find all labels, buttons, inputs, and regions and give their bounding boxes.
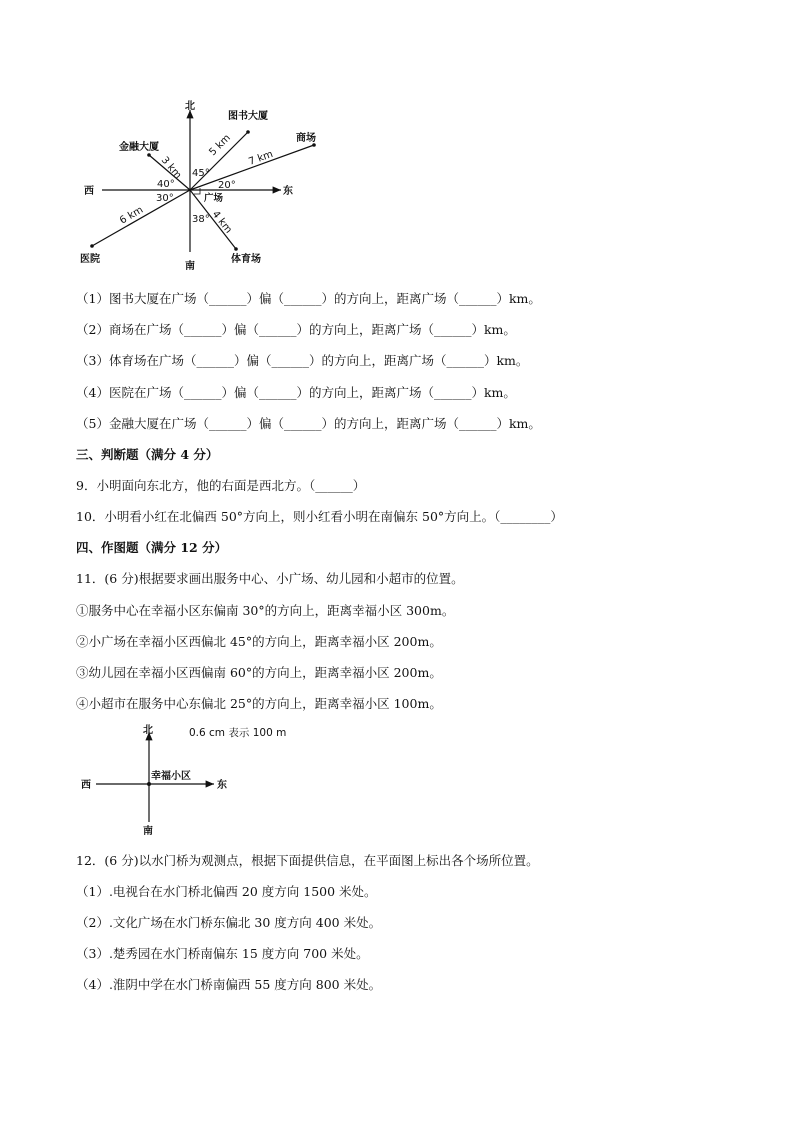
angle-38: 38° (192, 214, 210, 225)
angle-20: 20° (218, 180, 236, 191)
point-xingfu (147, 782, 151, 786)
dist-finance: 3 km (158, 154, 184, 182)
point-hospital (90, 244, 94, 248)
label-plaza: 广场 (204, 193, 224, 204)
compass-diagram-plaza (76, 96, 316, 274)
q10: 10．小明看小红在北偏西 50°方向上，则小红看小明在南偏东 50°方向上。（________） (76, 509, 563, 524)
q9: 9．小明面向东北方，他的右面是西北方。（______） (76, 478, 366, 493)
label-stadium: 体育场 (231, 254, 261, 265)
angle-30: 30° (156, 193, 174, 204)
q11-item-2: ②小广场在幸福小区西偏北 45°的方向上，距离幸福小区 200m。 (76, 634, 442, 649)
q12: 12．(6 分)以水门桥为观测点，根据下面提供信息，在平面图上标出各个场所位置。 (76, 853, 539, 868)
label-xingfu: 幸福小区 (151, 771, 191, 782)
label-north: 北 (185, 101, 195, 112)
label-hospital: 医院 (80, 254, 100, 265)
label-finance: 金融大厦 (119, 142, 159, 153)
section4-title: 四、作图题（满分 12 分） (76, 540, 228, 555)
point-library (246, 130, 250, 134)
dist-stadium: 4 km (209, 209, 234, 236)
q8-item-4: （4）医院在广场（______）偏（______）的方向上，距离广场（______）km。 (76, 385, 516, 400)
ray-hospital (92, 190, 190, 246)
label-south: 南 (185, 261, 195, 272)
q11-item-1: ①服务中心在幸福小区东偏南 30°的方向上，距离幸福小区 300m。 (76, 603, 455, 618)
angle-40: 40° (157, 179, 175, 190)
label-mall: 商场 (296, 133, 316, 144)
q11: 11．(6 分)根据要求画出服务中心、小广场、幼儿园和小超市的位置。 (76, 571, 464, 586)
q8-item-1: （1）图书大厦在广场（______）偏（______）的方向上，距离广场（______）km。 (76, 291, 541, 306)
q12-item-4: （4）.淮阴中学在水门桥南偏西 55 度方向 800 米处。 (76, 977, 382, 992)
label-south-2: 南 (143, 826, 153, 837)
q12-item-2: （2）.文化广场在水门桥东偏北 30 度方向 400 米处。 (76, 915, 382, 930)
label-north-2: 北 (143, 725, 153, 736)
q11-item-4: ④小超市在服务中心东偏北 25°的方向上，距离幸福小区 100m。 (76, 696, 442, 711)
angle-mark (194, 188, 200, 194)
section3-title: 三、判断题（满分 4 分） (76, 447, 219, 462)
label-west: 西 (84, 186, 94, 197)
q11-item-3: ③幼儿园在幸福小区西偏南 60°的方向上，距离幸福小区 200m。 (76, 665, 442, 680)
point-stadium (234, 247, 238, 251)
label-east: 东 (283, 186, 293, 197)
dist-library: 5 km (207, 132, 233, 159)
label-library: 图书大厦 (228, 111, 268, 122)
point-finance (147, 153, 151, 157)
compass-diagram-xingfu (76, 722, 336, 842)
q8-item-3: （3）体育场在广场（______）偏（______）的方向上，距离广场（______）km。 (76, 353, 529, 368)
q12-item-1: （1）.电视台在水门桥北偏西 20 度方向 1500 米处。 (76, 884, 377, 899)
q8-item-2: （2）商场在广场（______）偏（______）的方向上，距离广场（______）km。 (76, 322, 516, 337)
scale-note: 0.6 cm 表示 100 m (189, 727, 287, 739)
label-east-2: 东 (217, 780, 227, 791)
angle-45: 45° (192, 168, 210, 179)
q8-item-5: （5）金融大厦在广场（______）偏（______）的方向上，距离广场（______）km。 (76, 416, 541, 431)
q12-item-3: （3）.楚秀园在水门桥南偏东 15 度方向 700 米处。 (76, 946, 369, 961)
label-west-2: 西 (81, 780, 91, 791)
dist-hospital: 6 km (118, 204, 146, 227)
dist-mall: 7 km (247, 148, 275, 168)
